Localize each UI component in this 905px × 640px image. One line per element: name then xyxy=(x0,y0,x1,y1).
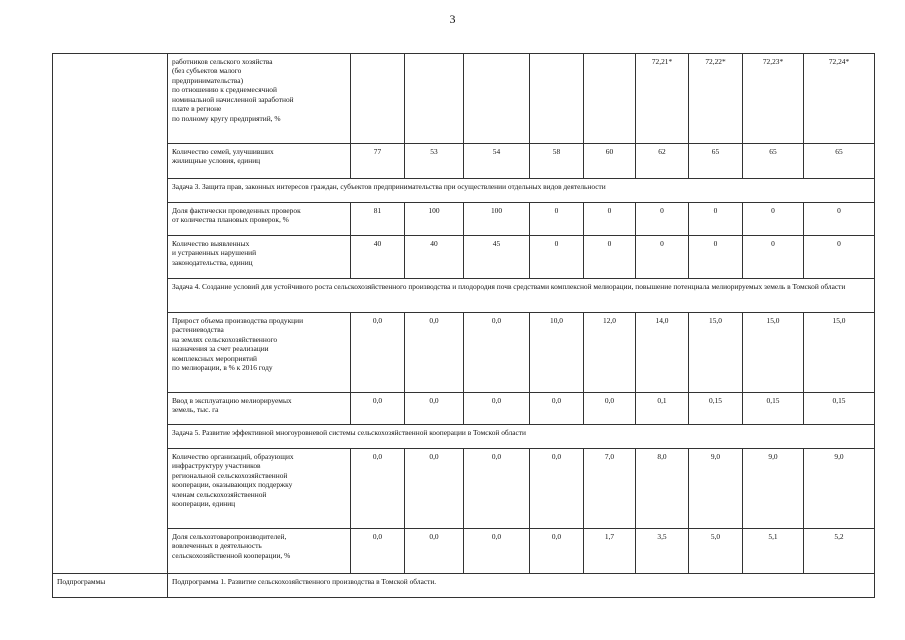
task-row xyxy=(53,425,875,449)
subprograms-row xyxy=(53,574,875,598)
value-cell: 65 xyxy=(804,144,875,179)
table-row xyxy=(53,313,875,393)
value-cell: 15,0 xyxy=(689,313,743,393)
subprograms-text: Подпрограмма 1. Развитие сельскохозяйственного производства в Томской области. xyxy=(168,574,875,598)
value-cell: 72,22* xyxy=(689,54,743,144)
value-cell: 0 xyxy=(689,203,743,236)
value-cell: 72,24* xyxy=(804,54,875,144)
table-row xyxy=(53,529,875,574)
value-cell: 0,0 xyxy=(530,449,584,529)
table-row xyxy=(53,203,875,236)
task-row xyxy=(53,179,875,203)
page-number: 3 xyxy=(449,12,456,26)
value-cell: 0 xyxy=(530,203,584,236)
value-cell: 0,15 xyxy=(743,393,804,425)
value-cell: 0,0 xyxy=(405,393,464,425)
value-cell: 8,0 xyxy=(636,449,689,529)
value-cell: 9,0 xyxy=(804,449,875,529)
value-cell: 3,5 xyxy=(636,529,689,574)
value-cell xyxy=(351,54,405,144)
subprograms-label: Подпрограммы xyxy=(53,574,168,598)
value-cell: 81 xyxy=(351,203,405,236)
value-cell: 9,0 xyxy=(743,449,804,529)
value-cell: 0 xyxy=(636,203,689,236)
table-row xyxy=(53,236,875,279)
value-cell: 0,0 xyxy=(530,393,584,425)
value-cell: 0,0 xyxy=(351,313,405,393)
value-cell: 100 xyxy=(405,203,464,236)
value-cell: 14,0 xyxy=(636,313,689,393)
value-cell: 77 xyxy=(351,144,405,179)
value-cell: 0,0 xyxy=(464,313,530,393)
value-cell: 10,0 xyxy=(530,313,584,393)
table-row xyxy=(53,393,875,425)
value-cell: 7,0 xyxy=(584,449,636,529)
value-cell: 0,0 xyxy=(351,449,405,529)
indicators-table xyxy=(52,53,875,598)
indicator-label: Ввод в эксплуатацию мелиорируемых земель, тыс. га xyxy=(168,393,351,425)
value-cell: 0 xyxy=(804,236,875,279)
value-cell: 1,7 xyxy=(584,529,636,574)
table-row xyxy=(53,54,875,144)
value-cell: 65 xyxy=(743,144,804,179)
value-cell xyxy=(405,54,464,144)
value-cell: 45 xyxy=(464,236,530,279)
value-cell: 5,0 xyxy=(689,529,743,574)
indicator-label: Количество семей, улучшивших жилищные условия, единиц xyxy=(168,144,351,179)
value-cell: 72,23* xyxy=(743,54,804,144)
value-cell: 0,0 xyxy=(351,529,405,574)
value-cell: 0,0 xyxy=(530,529,584,574)
value-cell: 0 xyxy=(743,203,804,236)
value-cell: 0 xyxy=(743,236,804,279)
indicator-label: Количество организаций, образующих инфраструктуру участников региональной сельскохозяйственной кооперации, оказывающих поддержку членам сельскохозяйственной кооперации, единиц xyxy=(168,449,351,529)
value-cell: 12,0 xyxy=(584,313,636,393)
value-cell: 9,0 xyxy=(689,449,743,529)
task-row xyxy=(53,279,875,313)
value-cell: 0,15 xyxy=(689,393,743,425)
value-cell: 40 xyxy=(351,236,405,279)
value-cell: 0,15 xyxy=(804,393,875,425)
table-row xyxy=(53,449,875,529)
value-cell: 0,0 xyxy=(464,529,530,574)
value-cell: 40 xyxy=(405,236,464,279)
value-cell: 0 xyxy=(584,203,636,236)
value-cell xyxy=(464,54,530,144)
task-heading: Задача 3. Защита прав, законных интересов граждан, субъектов предпринимательства при осуществлении отдельных видов деятельности xyxy=(168,179,875,203)
value-cell: 62 xyxy=(636,144,689,179)
value-cell: 5,1 xyxy=(743,529,804,574)
value-cell: 54 xyxy=(464,144,530,179)
value-cell: 0,0 xyxy=(405,449,464,529)
indicator-label: Количество выявленных и устраненных нарушений законодательства, единиц xyxy=(168,236,351,279)
value-cell: 0 xyxy=(804,203,875,236)
value-cell: 0 xyxy=(584,236,636,279)
task-heading: Задача 4. Создание условий для устойчивого роста сельскохозяйственного производства и плодородия почв средствами комплексной мелиорации, повышение потенциала мелиорируемых земель в Томской области xyxy=(168,279,875,313)
value-cell: 0,0 xyxy=(464,449,530,529)
value-cell xyxy=(584,54,636,144)
indicator-label: Прирост объема производства продукции растениеводства на землях сельскохозяйственного назначения за счет реализации комплексных мероприятий по мелиорации, в % к 2016 году xyxy=(168,313,351,393)
value-cell: 0,0 xyxy=(584,393,636,425)
value-cell: 0 xyxy=(636,236,689,279)
task-heading: Задача 5. Развитие эффективной многоуровневой системы сельскохозяйственной кооперации в Томской области xyxy=(168,425,875,449)
table-row xyxy=(53,144,875,179)
value-cell: 58 xyxy=(530,144,584,179)
value-cell xyxy=(530,54,584,144)
value-cell: 60 xyxy=(584,144,636,179)
value-cell: 15,0 xyxy=(743,313,804,393)
left-empty-cell xyxy=(53,54,168,574)
value-cell: 0,1 xyxy=(636,393,689,425)
value-cell: 0,0 xyxy=(351,393,405,425)
value-cell: 5,2 xyxy=(804,529,875,574)
value-cell: 0,0 xyxy=(464,393,530,425)
value-cell: 15,0 xyxy=(804,313,875,393)
indicator-label: Доля сельхозтоваропроизводителей, вовлеченных в деятельность сельскохозяйственной кооперации, % xyxy=(168,529,351,574)
value-cell: 65 xyxy=(689,144,743,179)
value-cell: 72,21* xyxy=(636,54,689,144)
value-cell: 0,0 xyxy=(405,529,464,574)
indicator-label: работников сельского хозяйства (без субъектов малого предпринимательства) по отношению к среднемесячной номинальной начисленной заработной плате в регионе по полному кругу предприятий, % xyxy=(168,54,351,144)
value-cell: 0 xyxy=(530,236,584,279)
indicator-label: Доля фактически проведенных проверок от количества плановых проверок, % xyxy=(168,203,351,236)
value-cell: 53 xyxy=(405,144,464,179)
value-cell: 0,0 xyxy=(405,313,464,393)
value-cell: 100 xyxy=(464,203,530,236)
value-cell: 0 xyxy=(689,236,743,279)
